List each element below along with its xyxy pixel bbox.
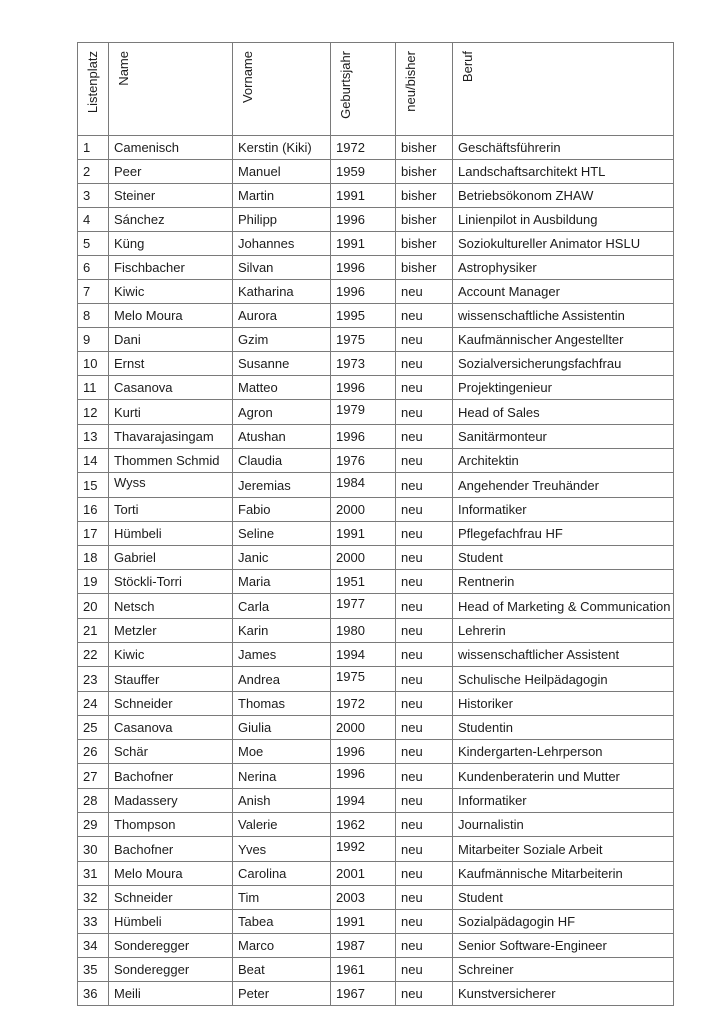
cell-beruf: Student [453, 546, 674, 570]
cell-neu-bisher: neu [396, 837, 453, 862]
cell-vorname: Martin [233, 184, 331, 208]
table-row [78, 280, 674, 304]
cell-listenplatz: 18 [78, 546, 109, 570]
cell-beruf: wissenschaftliche Assistentin [453, 304, 674, 328]
cell-name: Wyss [109, 473, 233, 498]
table-row [78, 376, 674, 400]
cell-beruf: Senior Software-Engineer [453, 934, 674, 958]
cell-listenplatz: 9 [78, 328, 109, 352]
cell-neu-bisher: neu [396, 425, 453, 449]
cell-geburtsjahr: 1996 [331, 256, 396, 280]
cell-vorname: Valerie [233, 813, 331, 837]
column-header-neu-bisher-label: neu/bisher [403, 51, 418, 112]
cell-vorname: Maria [233, 570, 331, 594]
cell-vorname: Atushan [233, 425, 331, 449]
cell-listenplatz: 2 [78, 160, 109, 184]
cell-listenplatz: 26 [78, 740, 109, 764]
cell-beruf: Geschäftsführerin [453, 136, 674, 160]
cell-vorname: Aurora [233, 304, 331, 328]
cell-listenplatz: 7 [78, 280, 109, 304]
cell-beruf: Informatiker [453, 498, 674, 522]
cell-name: Camenisch [109, 136, 233, 160]
cell-neu-bisher: neu [396, 449, 453, 473]
cell-listenplatz: 21 [78, 619, 109, 643]
cell-listenplatz: 6 [78, 256, 109, 280]
cell-vorname: Carla [233, 594, 331, 619]
table-row [78, 910, 674, 934]
cell-geburtsjahr: 1959 [331, 160, 396, 184]
cell-beruf: Kaufmännischer Angestellter [453, 328, 674, 352]
cell-geburtsjahr: 1991 [331, 184, 396, 208]
cell-geburtsjahr: 1996 [331, 740, 396, 764]
cell-name: Sánchez [109, 208, 233, 232]
cell-name: Stauffer [109, 667, 233, 692]
cell-geburtsjahr: 1980 [331, 619, 396, 643]
column-header-listenplatz-label: Listenplatz [85, 51, 100, 114]
column-header-name [109, 43, 233, 136]
cell-beruf: Kunstversicherer [453, 982, 674, 1006]
cell-beruf: Head of Sales [453, 400, 674, 425]
cell-beruf: Lehrerin [453, 619, 674, 643]
cell-geburtsjahr: 1975 [331, 328, 396, 352]
cell-listenplatz: 11 [78, 376, 109, 400]
cell-listenplatz: 22 [78, 643, 109, 667]
cell-vorname: Tabea [233, 910, 331, 934]
cell-vorname: Philipp [233, 208, 331, 232]
cell-geburtsjahr: 1995 [331, 304, 396, 328]
cell-beruf: Historiker [453, 692, 674, 716]
cell-neu-bisher: neu [396, 522, 453, 546]
cell-beruf: Sanitärmonteur [453, 425, 674, 449]
cell-beruf: Kaufmännische Mitarbeiterin [453, 862, 674, 886]
cell-listenplatz: 33 [78, 910, 109, 934]
cell-neu-bisher: neu [396, 982, 453, 1006]
cell-geburtsjahr: 1996 [331, 280, 396, 304]
cell-geburtsjahr: 1961 [331, 958, 396, 982]
cell-neu-bisher: bisher [396, 184, 453, 208]
table-row [78, 692, 674, 716]
cell-vorname: Katharina [233, 280, 331, 304]
cell-neu-bisher: neu [396, 473, 453, 498]
cell-listenplatz: 24 [78, 692, 109, 716]
cell-name: Stöckli-Torri [109, 570, 233, 594]
cell-vorname: Johannes [233, 232, 331, 256]
column-header-vorname [233, 43, 331, 136]
cell-listenplatz: 19 [78, 570, 109, 594]
cell-name: Melo Moura [109, 862, 233, 886]
cell-neu-bisher: neu [396, 886, 453, 910]
table-row [78, 184, 674, 208]
cell-geburtsjahr: 2000 [331, 498, 396, 522]
cell-vorname: Carolina [233, 862, 331, 886]
cell-name: Casanova [109, 716, 233, 740]
cell-vorname: Peter [233, 982, 331, 1006]
cell-listenplatz: 1 [78, 136, 109, 160]
column-header-name-label: Name [116, 51, 131, 86]
table-row [78, 740, 674, 764]
table-row [78, 813, 674, 837]
cell-beruf: Kundenberaterin und Mutter [453, 764, 674, 789]
cell-name: Kiwic [109, 643, 233, 667]
cell-name: Melo Moura [109, 304, 233, 328]
cell-geburtsjahr: 2000 [331, 716, 396, 740]
cell-name: Peer [109, 160, 233, 184]
cell-name: Schneider [109, 886, 233, 910]
cell-neu-bisher: neu [396, 352, 453, 376]
cell-listenplatz: 16 [78, 498, 109, 522]
cell-name: Kurti [109, 400, 233, 425]
cell-geburtsjahr: 1996 [331, 376, 396, 400]
candidates-table [77, 42, 674, 1006]
table-row [78, 862, 674, 886]
cell-neu-bisher: neu [396, 958, 453, 982]
table-row [78, 208, 674, 232]
cell-vorname: Susanne [233, 352, 331, 376]
cell-vorname: Andrea [233, 667, 331, 692]
cell-beruf: Account Manager [453, 280, 674, 304]
table-row [78, 232, 674, 256]
cell-name: Gabriel [109, 546, 233, 570]
cell-geburtsjahr: 1996 [331, 764, 396, 789]
cell-neu-bisher: bisher [396, 136, 453, 160]
table-row [78, 522, 674, 546]
cell-vorname: Nerina [233, 764, 331, 789]
cell-neu-bisher: neu [396, 667, 453, 692]
cell-geburtsjahr: 1996 [331, 208, 396, 232]
cell-vorname: Janic [233, 546, 331, 570]
cell-name: Sonderegger [109, 934, 233, 958]
cell-vorname: Yves [233, 837, 331, 862]
cell-vorname: Matteo [233, 376, 331, 400]
cell-neu-bisher: neu [396, 304, 453, 328]
cell-geburtsjahr: 1972 [331, 692, 396, 716]
cell-geburtsjahr: 1951 [331, 570, 396, 594]
cell-neu-bisher: neu [396, 570, 453, 594]
cell-neu-bisher: neu [396, 934, 453, 958]
table-header-row [78, 43, 674, 136]
cell-beruf: Angehender Treuhänder [453, 473, 674, 498]
cell-neu-bisher: neu [396, 813, 453, 837]
cell-geburtsjahr: 1967 [331, 982, 396, 1006]
cell-name: Hümbeli [109, 522, 233, 546]
cell-neu-bisher: neu [396, 716, 453, 740]
cell-listenplatz: 13 [78, 425, 109, 449]
cell-neu-bisher: neu [396, 789, 453, 813]
cell-beruf: Betriebsökonom ZHAW [453, 184, 674, 208]
cell-name: Meili [109, 982, 233, 1006]
cell-vorname: Karin [233, 619, 331, 643]
table-row [78, 473, 674, 498]
cell-beruf: Schulische Heilpädagogin [453, 667, 674, 692]
table-row [78, 328, 674, 352]
cell-listenplatz: 8 [78, 304, 109, 328]
table-row [78, 982, 674, 1006]
cell-geburtsjahr: 2000 [331, 546, 396, 570]
table-row [78, 136, 674, 160]
cell-listenplatz: 32 [78, 886, 109, 910]
cell-beruf: Landschaftsarchitekt HTL [453, 160, 674, 184]
cell-neu-bisher: neu [396, 280, 453, 304]
table-row [78, 304, 674, 328]
table-row [78, 425, 674, 449]
cell-vorname: Silvan [233, 256, 331, 280]
cell-vorname: Tim [233, 886, 331, 910]
cell-vorname: Fabio [233, 498, 331, 522]
cell-vorname: Claudia [233, 449, 331, 473]
cell-name: Bachofner [109, 837, 233, 862]
table-row [78, 570, 674, 594]
cell-vorname: Beat [233, 958, 331, 982]
cell-beruf: Kindergarten-Lehrperson [453, 740, 674, 764]
table-row [78, 789, 674, 813]
cell-geburtsjahr: 2003 [331, 886, 396, 910]
cell-name: Steiner [109, 184, 233, 208]
cell-neu-bisher: neu [396, 692, 453, 716]
cell-beruf: Linienpilot in Ausbildung [453, 208, 674, 232]
cell-listenplatz: 4 [78, 208, 109, 232]
cell-name: Thavarajasingam [109, 425, 233, 449]
table-row [78, 764, 674, 789]
table-row [78, 498, 674, 522]
cell-geburtsjahr: 1984 [331, 473, 396, 498]
cell-listenplatz: 12 [78, 400, 109, 425]
cell-listenplatz: 34 [78, 934, 109, 958]
cell-geburtsjahr: 2001 [331, 862, 396, 886]
table-row [78, 837, 674, 862]
cell-name: Kiwic [109, 280, 233, 304]
table-body [78, 136, 674, 1006]
cell-listenplatz: 27 [78, 764, 109, 789]
cell-name: Bachofner [109, 764, 233, 789]
table-row [78, 667, 674, 692]
table-row [78, 352, 674, 376]
cell-neu-bisher: neu [396, 619, 453, 643]
cell-neu-bisher: neu [396, 764, 453, 789]
cell-name: Sonderegger [109, 958, 233, 982]
cell-beruf: Informatiker [453, 789, 674, 813]
cell-listenplatz: 23 [78, 667, 109, 692]
cell-name: Madassery [109, 789, 233, 813]
cell-neu-bisher: neu [396, 643, 453, 667]
column-header-vorname-label: Vorname [240, 51, 255, 104]
cell-listenplatz: 5 [78, 232, 109, 256]
cell-beruf: Studentin [453, 716, 674, 740]
cell-geburtsjahr: 1994 [331, 643, 396, 667]
cell-name: Casanova [109, 376, 233, 400]
table-row [78, 619, 674, 643]
cell-geburtsjahr: 1977 [331, 594, 396, 619]
cell-name: Hümbeli [109, 910, 233, 934]
cell-geburtsjahr: 1973 [331, 352, 396, 376]
cell-name: Schär [109, 740, 233, 764]
cell-name: Ernst [109, 352, 233, 376]
cell-beruf: Student [453, 886, 674, 910]
cell-geburtsjahr: 1991 [331, 910, 396, 934]
cell-geburtsjahr: 1987 [331, 934, 396, 958]
table-row [78, 958, 674, 982]
cell-geburtsjahr: 1994 [331, 789, 396, 813]
column-header-beruf-label: Beruf [460, 51, 475, 83]
column-header-neu-bisher [396, 43, 453, 136]
cell-vorname: Agron [233, 400, 331, 425]
table-row [78, 546, 674, 570]
cell-name: Thompson [109, 813, 233, 837]
cell-listenplatz: 20 [78, 594, 109, 619]
table-row [78, 716, 674, 740]
cell-name: Dani [109, 328, 233, 352]
cell-name: Torti [109, 498, 233, 522]
cell-vorname: Manuel [233, 160, 331, 184]
cell-neu-bisher: bisher [396, 160, 453, 184]
cell-beruf: Astrophysiker [453, 256, 674, 280]
cell-beruf: Projektingenieur [453, 376, 674, 400]
cell-beruf: Mitarbeiter Soziale Arbeit [453, 837, 674, 862]
cell-listenplatz: 3 [78, 184, 109, 208]
column-header-beruf [453, 43, 674, 136]
cell-beruf: Sozialversicherungsfachfrau [453, 352, 674, 376]
cell-vorname: Seline [233, 522, 331, 546]
cell-neu-bisher: neu [396, 498, 453, 522]
table-row [78, 449, 674, 473]
column-header-listenplatz [78, 43, 109, 136]
cell-geburtsjahr: 1976 [331, 449, 396, 473]
cell-listenplatz: 15 [78, 473, 109, 498]
cell-name: Netsch [109, 594, 233, 619]
cell-neu-bisher: bisher [396, 232, 453, 256]
table-row [78, 400, 674, 425]
cell-neu-bisher: neu [396, 328, 453, 352]
column-header-geburtsjahr-label: Geburtsjahr [338, 51, 353, 119]
cell-geburtsjahr: 1979 [331, 400, 396, 425]
cell-geburtsjahr: 1991 [331, 232, 396, 256]
cell-listenplatz: 17 [78, 522, 109, 546]
table-row [78, 160, 674, 184]
cell-beruf: Journalistin [453, 813, 674, 837]
cell-vorname: Thomas [233, 692, 331, 716]
cell-geburtsjahr: 1962 [331, 813, 396, 837]
cell-beruf: Head of Marketing & Communication [453, 594, 674, 619]
cell-beruf: Rentnerin [453, 570, 674, 594]
cell-beruf: wissenschaftlicher Assistent [453, 643, 674, 667]
cell-vorname: Jeremias [233, 473, 331, 498]
cell-vorname: Marco [233, 934, 331, 958]
cell-name: Küng [109, 232, 233, 256]
table-row [78, 886, 674, 910]
cell-listenplatz: 31 [78, 862, 109, 886]
cell-listenplatz: 35 [78, 958, 109, 982]
cell-neu-bisher: neu [396, 376, 453, 400]
cell-listenplatz: 28 [78, 789, 109, 813]
cell-beruf: Architektin [453, 449, 674, 473]
cell-listenplatz: 29 [78, 813, 109, 837]
cell-neu-bisher: neu [396, 594, 453, 619]
cell-neu-bisher: neu [396, 740, 453, 764]
table-row [78, 256, 674, 280]
cell-neu-bisher: bisher [396, 256, 453, 280]
cell-name: Schneider [109, 692, 233, 716]
cell-neu-bisher: neu [396, 910, 453, 934]
cell-beruf: Soziokultureller Animator HSLU [453, 232, 674, 256]
cell-vorname: James [233, 643, 331, 667]
column-header-geburtsjahr [331, 43, 396, 136]
table-row [78, 934, 674, 958]
cell-geburtsjahr: 1991 [331, 522, 396, 546]
cell-listenplatz: 25 [78, 716, 109, 740]
cell-beruf: Schreiner [453, 958, 674, 982]
cell-vorname: Kerstin (Kiki) [233, 136, 331, 160]
cell-vorname: Moe [233, 740, 331, 764]
cell-listenplatz: 10 [78, 352, 109, 376]
cell-geburtsjahr: 1975 [331, 667, 396, 692]
cell-listenplatz: 30 [78, 837, 109, 862]
cell-neu-bisher: bisher [396, 208, 453, 232]
cell-geburtsjahr: 1972 [331, 136, 396, 160]
cell-name: Fischbacher [109, 256, 233, 280]
cell-beruf: Pflegefachfrau HF [453, 522, 674, 546]
cell-beruf: Sozialpädagogin HF [453, 910, 674, 934]
cell-neu-bisher: neu [396, 546, 453, 570]
cell-neu-bisher: neu [396, 400, 453, 425]
cell-name: Metzler [109, 619, 233, 643]
table-row [78, 594, 674, 619]
table-row [78, 643, 674, 667]
cell-geburtsjahr: 1992 [331, 837, 396, 862]
cell-vorname: Gzim [233, 328, 331, 352]
cell-name: Thommen Schmid [109, 449, 233, 473]
cell-vorname: Anish [233, 789, 331, 813]
cell-vorname: Giulia [233, 716, 331, 740]
cell-listenplatz: 36 [78, 982, 109, 1006]
cell-geburtsjahr: 1996 [331, 425, 396, 449]
cell-listenplatz: 14 [78, 449, 109, 473]
cell-neu-bisher: neu [396, 862, 453, 886]
